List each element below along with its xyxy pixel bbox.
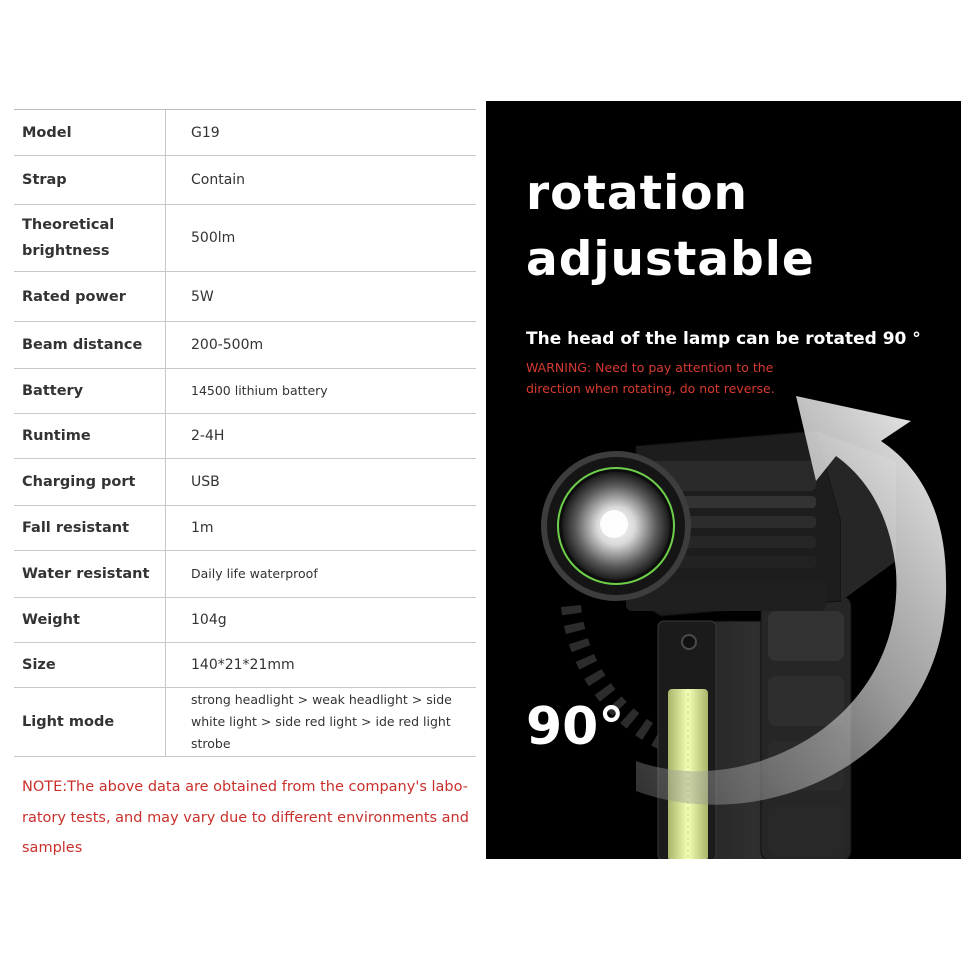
spec-label: Theoretical brightness [14, 205, 166, 271]
spec-table [14, 109, 476, 757]
spec-value: 2-4H [191, 428, 225, 444]
spec-label: Runtime [14, 414, 166, 458]
spec-value: 104g [191, 612, 227, 628]
spec-value: USB [191, 474, 220, 490]
spec-value: 500lm [191, 230, 236, 246]
spec-value: Daily life waterproof [191, 566, 318, 581]
promo-panel [486, 101, 961, 859]
spec-label: Model [14, 110, 166, 155]
spec-row-battery [14, 369, 476, 414]
spec-label: Size [14, 643, 166, 687]
promo-warning: WARNING: Need to pay attention to the direction when rotating, do not reverse. [526, 360, 775, 396]
spec-label: Strap [14, 156, 166, 204]
spec-row-rated-power [14, 272, 476, 322]
spec-row-weight [14, 598, 476, 643]
spec-value: 1m [191, 520, 214, 536]
spec-value: 14500 lithium battery [191, 383, 328, 398]
spec-row-light-mode [14, 688, 476, 757]
spec-row-fall-resistant [14, 506, 476, 551]
spec-label: Water resistant [14, 551, 166, 597]
promo-headline [526, 161, 815, 293]
spec-row-strap [14, 156, 476, 205]
spec-value: 140*21*21mm [191, 657, 295, 673]
spec-value: 5W [191, 288, 214, 305]
spec-label: Fall resistant [14, 506, 166, 550]
headline-line-2: adjustable [526, 232, 815, 287]
spec-row-runtime [14, 414, 476, 459]
spec-row-model [14, 110, 476, 156]
spec-value: G19 [191, 124, 220, 141]
rotation-degrees: 90° [526, 697, 625, 757]
spec-row-beam-distance [14, 322, 476, 369]
spec-label: Light mode [14, 688, 166, 756]
headline-line-1: rotation [526, 166, 748, 221]
spec-value: Contain [191, 172, 246, 188]
spec-row-water-resistant [14, 551, 476, 598]
spec-row-size [14, 643, 476, 688]
promo-subtitle: The head of the lamp can be rotated 90 ° [526, 329, 921, 349]
spec-label: Weight [14, 598, 166, 642]
spec-row-charging-port [14, 459, 476, 506]
disclaimer-note: NOTE:The above data are obtained from the company's labo-ratory tests, and may vary due to different environments and samples [22, 779, 469, 856]
spec-value: 200-500m [191, 337, 264, 353]
spec-label: Beam distance [14, 322, 166, 368]
spec-label: Rated power [14, 272, 166, 321]
spec-row-brightness [14, 205, 476, 272]
spec-label: Charging port [14, 459, 166, 505]
spec-label: Battery [14, 369, 166, 413]
spec-value: strong headlight > weak headlight > side white light > side red light > ide red light strobe [191, 692, 452, 751]
flashlight-body [658, 596, 851, 859]
